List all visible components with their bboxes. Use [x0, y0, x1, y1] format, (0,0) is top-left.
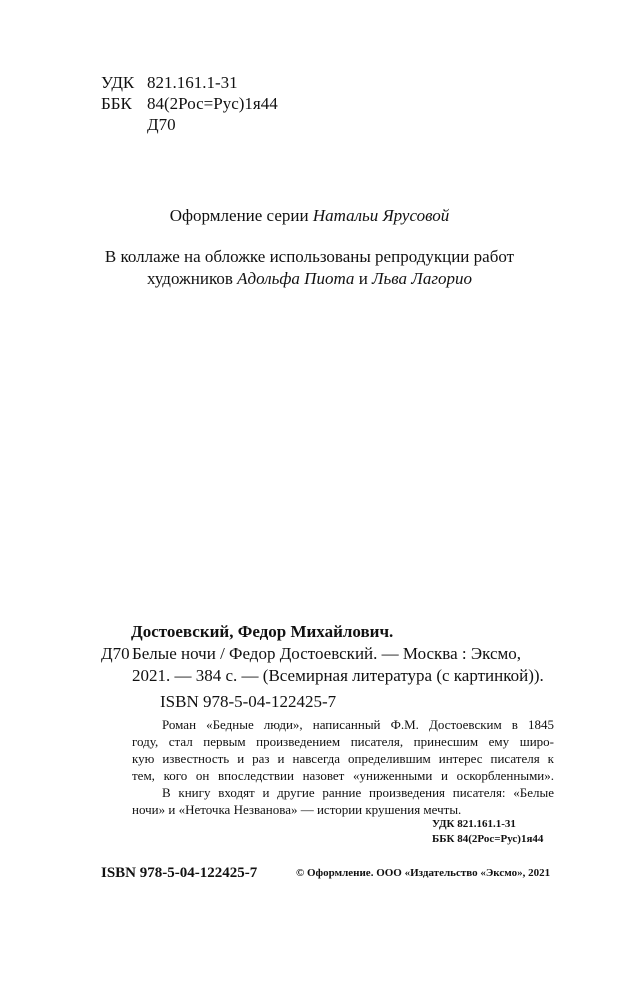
collage-credit-line1: В коллаже на обложке использованы репродукции работ [104, 247, 515, 266]
abstract-line: ночи» и «Неточка Незванова» — истории крушения мечты. [132, 802, 462, 817]
bbk-line [101, 93, 278, 114]
series-design-credit [0, 205, 619, 227]
footer-isbn: ISBN 978-5-04-122425-7 [101, 865, 258, 881]
artists-prefix: художников [147, 269, 238, 288]
bbk-value: 84(2Рос=Рус)1я44 [147, 94, 278, 113]
artist-lagorio: Льва Лагорио [372, 269, 472, 288]
bbk-small: ББК 84(2Рос=Рус)1я44 [432, 833, 544, 845]
designer-name: Натальи Ярусовой [312, 206, 450, 225]
book-abstract [132, 716, 554, 818]
author-code: Д70 [147, 115, 176, 134]
catalog-isbn: ISBN 978-5-04-122425-7 [160, 692, 337, 711]
abstract-line: Роман «Бедные люди», написанный Ф.М. Достоевским в 1845 [162, 717, 554, 732]
artists-conj: и [354, 269, 373, 288]
udk-small: УДК 821.161.1-31 [432, 818, 516, 830]
abstract-line: году, стал первым произведением писателя, принесшим ему широ- [132, 734, 554, 749]
catalog-bibliographic-record [132, 643, 544, 687]
copyright-notice: © Оформление. ООО «Издательство «Эксмо», 2021 [296, 867, 551, 879]
abstract-line: В книгу входят и другие ранние произведения писателя: «Белые [162, 785, 554, 800]
bbk-label: ББК [101, 94, 132, 113]
design-prefix: Оформление серии [169, 206, 313, 225]
classification-block [101, 72, 278, 135]
bib-line2: 2021. — 384 с. — (Всемирная литература (с картинкой)). [132, 666, 544, 685]
bib-line1: Белые ночи / Федор Достоевский. — Москва : Эксмо, [132, 644, 521, 663]
udk-value: 821.161.1-31 [147, 73, 238, 92]
classification-small [432, 817, 543, 847]
catalog-author: Достоевский, Федор Михайлович. [131, 622, 394, 641]
artist-piot: Адольфа Пиота [237, 269, 355, 288]
catalog-author-code: Д70 [101, 644, 130, 663]
abstract-line: тем, кого он впоследствии назовет «униженными и оскорбленными». [132, 768, 554, 783]
udk-label: УДК [101, 73, 135, 92]
collage-credit-line2 [0, 268, 619, 290]
abstract-line: кую известность и раз и навсегда определившим интерес писателя к [132, 751, 554, 766]
udk-line [101, 72, 278, 93]
